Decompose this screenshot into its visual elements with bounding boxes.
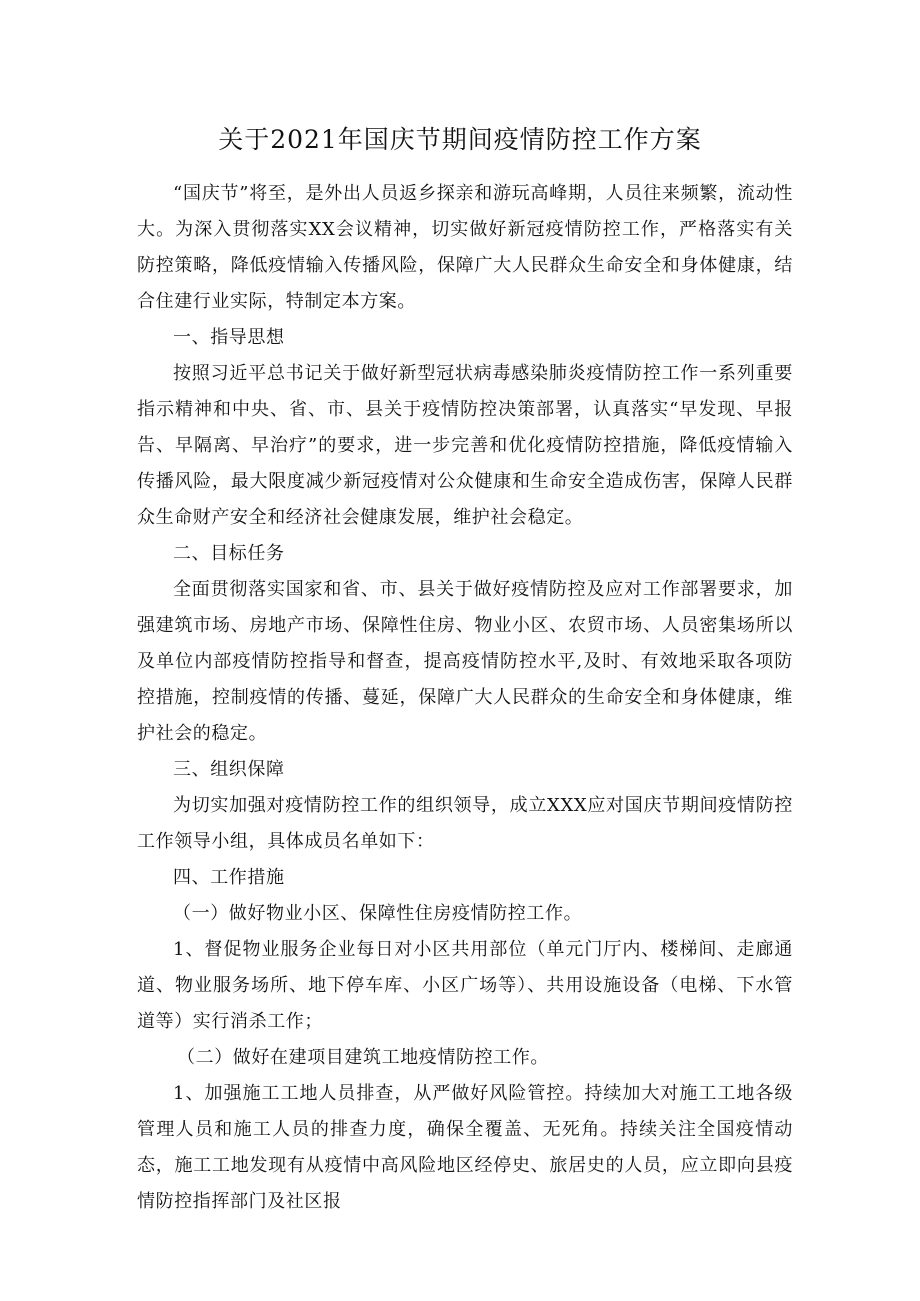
subsection-heading-construction: （二）做好在建项目建筑工地疫情防控工作。	[177, 1047, 549, 1068]
section-heading-objectives: 二、目标任务	[173, 543, 285, 564]
objectives-paragraph: 全面贯彻落实国家和省、市、县关于做好疫情防控及应对工作部署要求，加强建筑市场、房地产市场、保障性住房、物业小区、农贸市场、人员密集场所以及单位内部疫情防控指导和督查，提高疫情防控水平,及时、有效地采取各项防控措施，控制疫情的传播、蔓延，保障广大人民群众的生命安全和身体健康，维护社会的稳定。	[137, 579, 793, 744]
property-item-1: 1、督促物业服务企业每日对小区共用部位（单元门厅内、楼梯间、走廊通道、物业服务场所、地下停车库、小区广场等）、共用设施设备（电梯、下水管道等）实行消杀工作；	[137, 939, 793, 1032]
intro-paragraph: “国庆节”将至，是外出人员返乡探亲和游玩高峰期，人员往来频繁，流动性大。为深入贯彻落实XX会议精神，切实做好新冠疫情防控工作，严格落实有关防控策略，降低疫情输入传播风险，保障广大人民群众生命安全和身体健康，结合住建行业实际，特制定本方案。	[137, 183, 793, 312]
guiding-ideology-paragraph: 按照习近平总书记关于做好新型冠状病毒感染肺炎疫情防控工作一系列重要指示精神和中央、省、市、县关于疫情防控决策部署，认真落实“早发现、早报告、早隔离、早治疗”的要求，进一步完善和优化疫情防控措施，降低疫情输入传播风险，最大限度减少新冠疫情对公众健康和生命安全造成伤害，保障人民群众生命财产安全和经济社会健康发展，维护社会稳定。	[137, 363, 793, 528]
section-heading-organization: 三、组织保障	[173, 759, 285, 780]
organization-paragraph: 为切实加强对疫情防控工作的组织领导，成立XXX应对国庆节期间疫情防控工作领导小组，具体成员名单如下：	[137, 795, 793, 852]
document-title: 关于2021年国庆节期间疫情防控工作方案	[218, 125, 702, 154]
subsection-heading-property: （一）做好物业小区、保障性住房疫情防控工作。	[173, 903, 583, 924]
section-heading-guiding-ideology: 一、指导思想	[173, 327, 285, 348]
section-heading-measures: 四、工作措施	[173, 867, 285, 888]
construction-item-1: 1、加强施工工地人员排查，从严做好风险管控。持续加大对施工工地各级管理人员和施工人员的排查力度，确保全覆盖、无死角。持续关注全国疫情动态，施工工地发现有从疫情中高风险地区经停史、旅居史的人员，应立即向县疫情防控指挥部门及社区报	[137, 1083, 793, 1212]
document-body	[137, 176, 793, 1220]
